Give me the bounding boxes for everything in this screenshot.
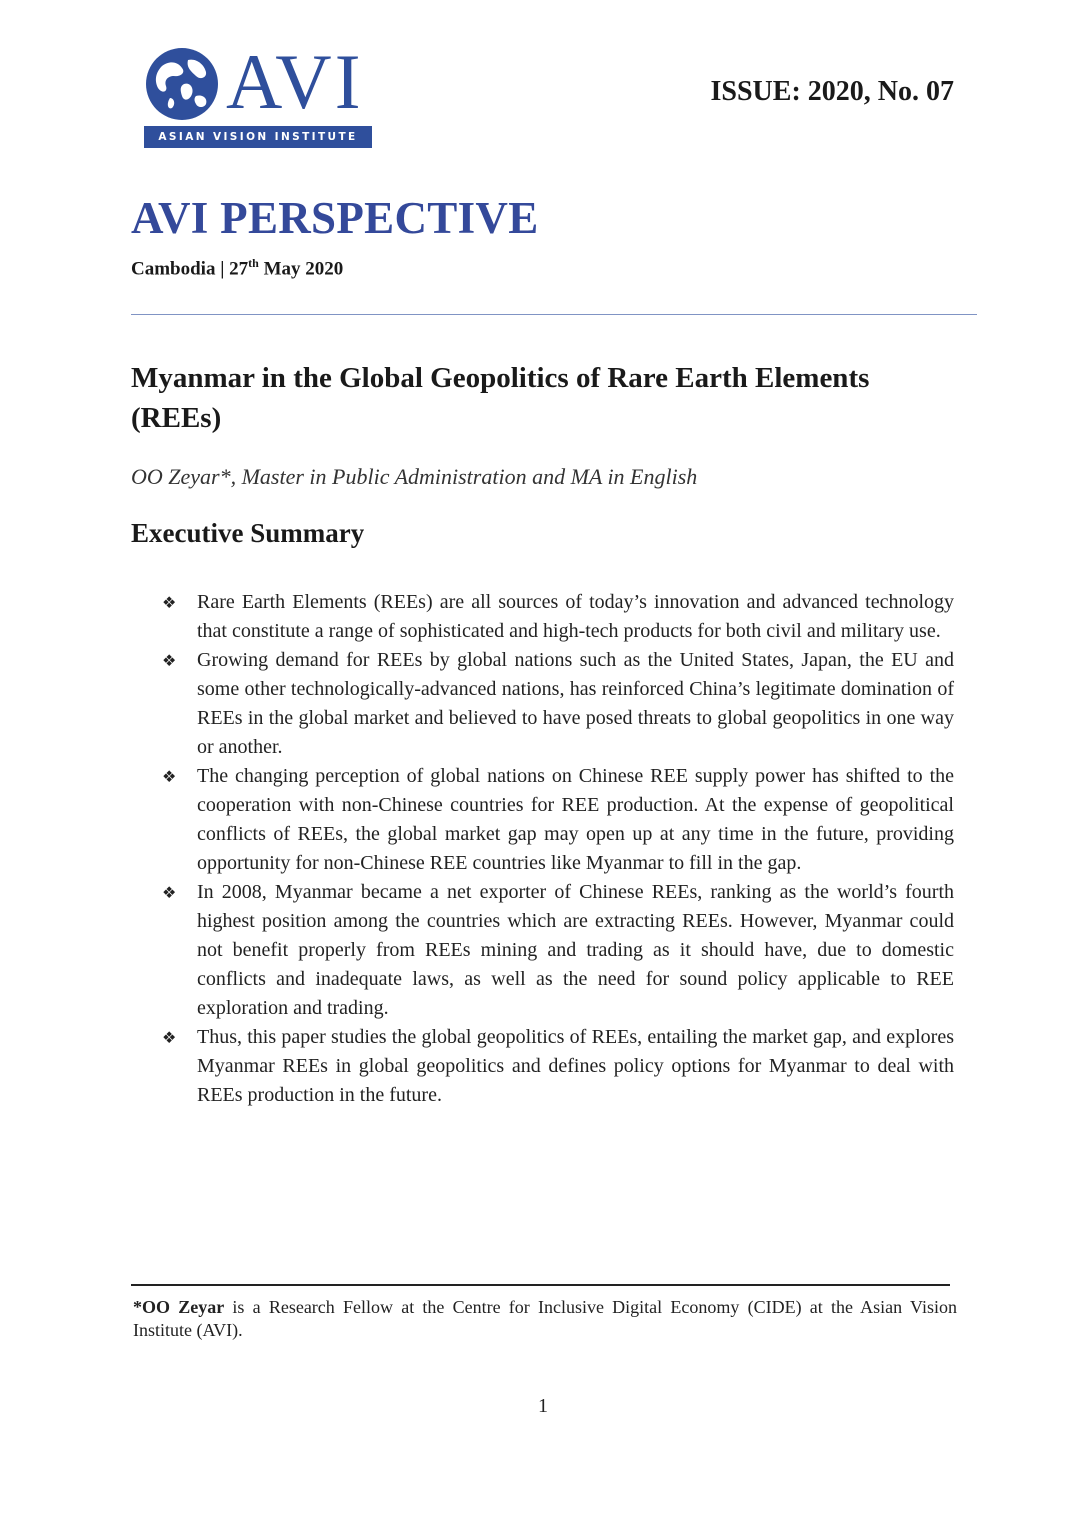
dateline-suffix: th: [248, 256, 259, 270]
footnote: [133, 1296, 957, 1342]
list-item: [162, 588, 954, 646]
summary-list: [162, 588, 954, 1110]
list-item: [162, 762, 954, 878]
list-item-text: Thus, this paper studies the global geopolitics of REEs, entailing the market gap, and explores Myanmar REEs in global geopolitics and defines policy options for Myanmar to deal with REEs production in the future.: [197, 1026, 954, 1106]
logo-subtitle: ASIAN VISION INSTITUTE: [144, 126, 372, 148]
author-line: OO Zeyar*, Master in Public Administration and MA in English: [131, 464, 698, 489]
diamond-bullet-icon: ❖: [162, 1028, 177, 1047]
series-title: AVI PERSPECTIVE: [131, 193, 539, 243]
list-item-text: Growing demand for REEs by global nations such as the United States, Japan, the EU and some other technologically-advanced nations, has reinforced China’s legitimate domination of REEs in the global market and believed to have posed threats to global geopolitics in one way or another.: [197, 649, 954, 758]
list-item-text: Rare Earth Elements (REEs) are all sources of today’s innovation and advanced technology that constitute a range of sophisticated and high-tech products for both civil and military use.: [197, 591, 954, 642]
section-heading: Executive Summary: [131, 518, 365, 548]
diamond-bullet-icon: ❖: [162, 651, 177, 670]
list-item-text: The changing perception of global nations on Chinese REE supply power has shifted to the cooperation with non-Chinese countries for REE production. At the expense of geopolitical conflicts of REEs, the global market gap may open up at any time in the future, providing opportunity for non-Chinese REE countries like Myanmar to fill in the gap.: [197, 765, 954, 874]
header-divider: [131, 314, 977, 315]
list-item: [162, 646, 954, 762]
page-number: 1: [538, 1395, 548, 1417]
dateline-place: Cambodia | 27: [131, 258, 249, 280]
list-item-text: In 2008, Myanmar became a net exporter of Chinese REEs, ranking as the world’s fourth highest position among the countries which are extracting REEs. However, Myanmar could not benefit properly from REEs mining and trading as it should have, due to domestic conflicts and inadequate laws, as well as the need for sound policy applicable to REE exploration and trading.: [197, 881, 954, 1019]
diamond-bullet-icon: ❖: [162, 767, 177, 786]
list-item: [162, 1023, 954, 1110]
avi-logo: [138, 38, 378, 152]
logo-wordmark: AVI: [226, 38, 364, 125]
document-title: Myanmar in the Global Geopolitics of Rare Earth Elements (REEs): [131, 362, 870, 434]
dateline: [131, 256, 343, 280]
issue-number: ISSUE: 2020, No. 07: [710, 76, 954, 107]
diamond-bullet-icon: ❖: [162, 593, 177, 612]
footnote-text: is a Research Fellow at the Centre for Inclusive Digital Economy (CIDE) at the Asian Vision Institute (AVI).: [133, 1297, 957, 1340]
globe-icon: [144, 46, 220, 122]
dateline-date: May 2020: [258, 258, 344, 280]
diamond-bullet-icon: ❖: [162, 883, 177, 902]
list-item: [162, 878, 954, 1023]
footnote-author: *OO Zeyar: [133, 1297, 225, 1317]
footnote-divider: [131, 1284, 950, 1286]
